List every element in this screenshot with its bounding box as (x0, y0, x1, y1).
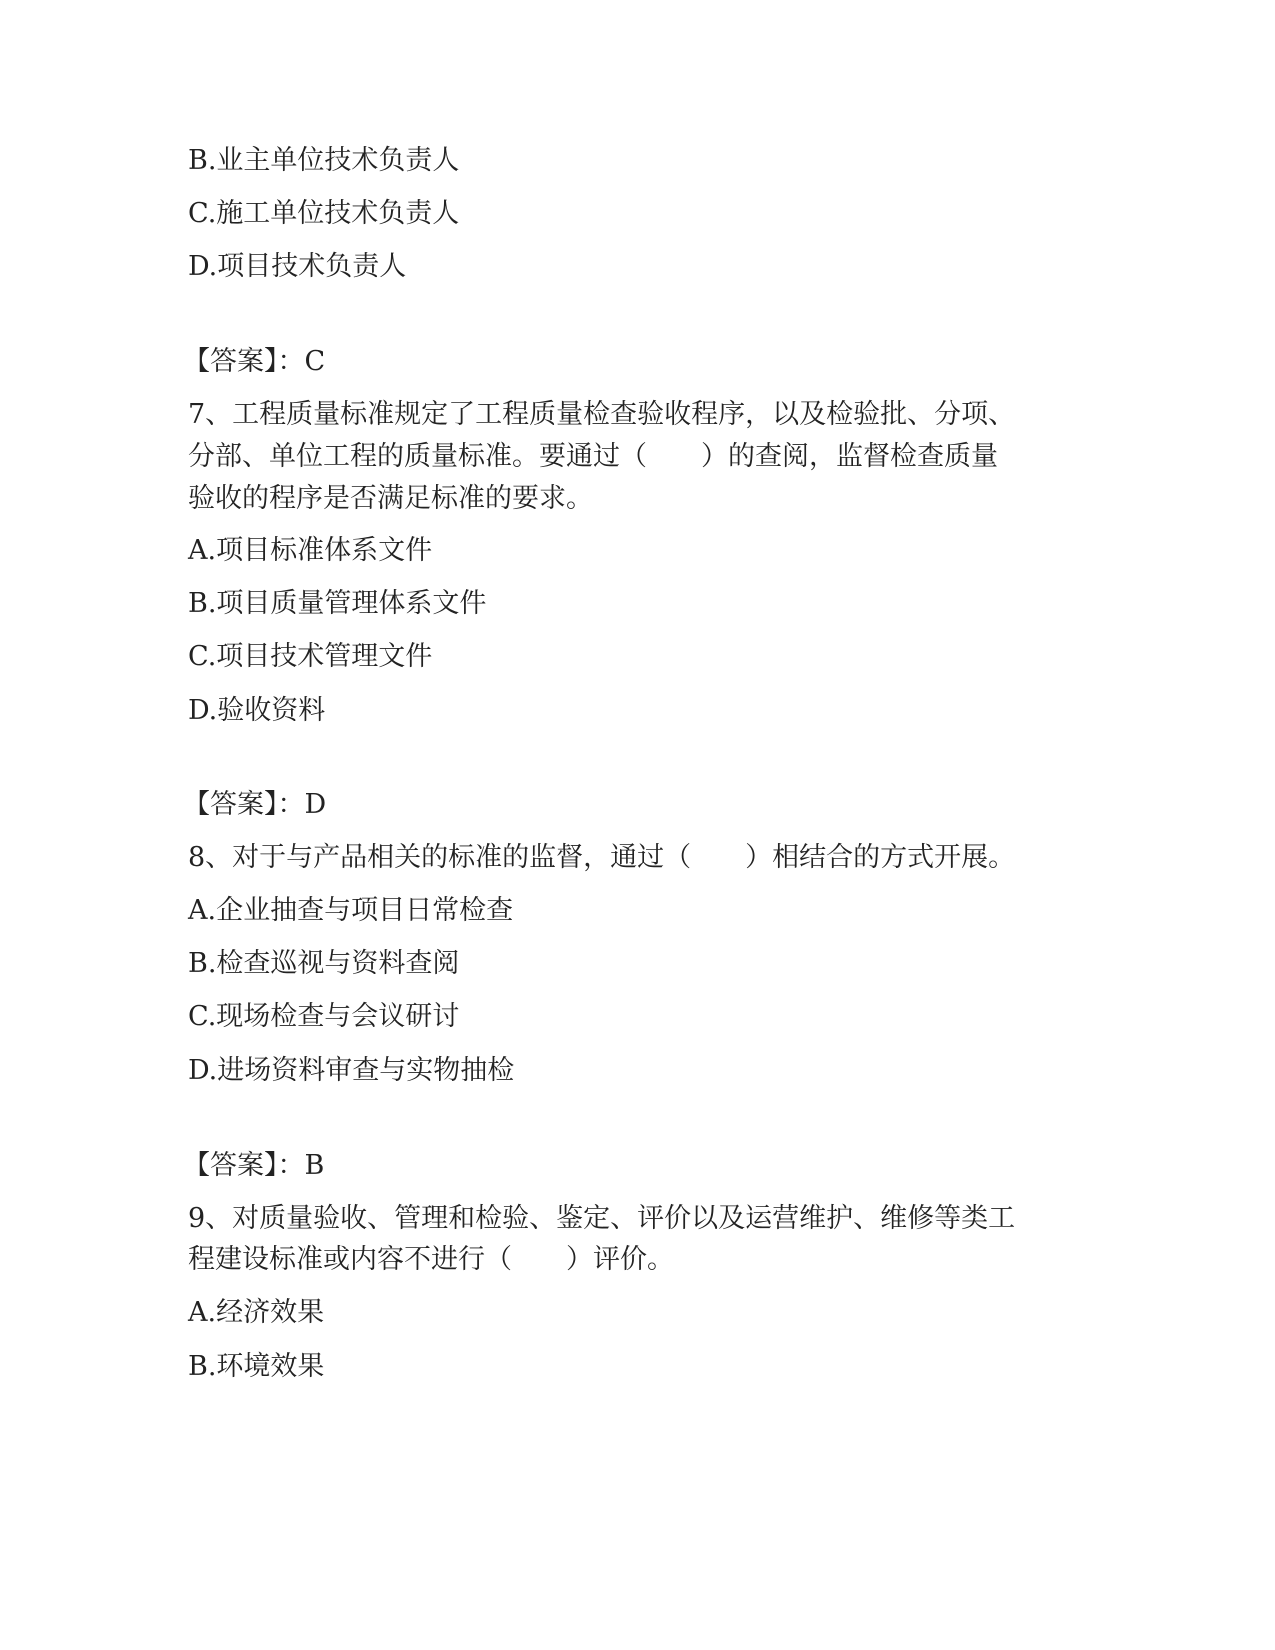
question-7-stem-line-1: 7、工程质量标准规定了工程质量检查验收程序，以及检验批、分项、 (188, 399, 1016, 430)
question-7-stem-line-3: 验收的程序是否满足标准的要求。 (188, 483, 593, 514)
answer-line: 【答案】：C (183, 346, 326, 377)
option-d: D.项目技术负责人 (188, 251, 407, 282)
option-c: C.施工单位技术负责人 (188, 198, 460, 229)
question-8-stem: 8、对于与产品相关的标准的监督，通过（ ）相结合的方式开展。 (188, 842, 1016, 873)
question-8-option-d: D.进场资料审查与实物抽检 (188, 1055, 515, 1086)
question-8-answer: 【答案】：B (183, 1150, 325, 1181)
question-7-stem-line-2: 分部、单位工程的质量标准。要通过（ ）的查阅，监督检查质量 (188, 441, 998, 472)
question-9-stem-line-1: 9、对质量验收、管理和检验、鉴定、评价以及运营维护、维修等类工 (188, 1203, 1016, 1234)
question-9-option-a: A.经济效果 (188, 1297, 325, 1328)
question-7-option-c: C.项目技术管理文件 (188, 641, 433, 672)
question-9-stem-line-2: 程建设标准或内容不进行（ ）评价。 (188, 1244, 674, 1275)
question-8-option-a: A.企业抽查与项目日常检查 (188, 895, 514, 926)
question-7-answer: 【答案】：D (183, 789, 327, 820)
question-7-option-d: D.验收资料 (188, 695, 326, 726)
question-8-option-c: C.现场检查与会议研讨 (188, 1001, 460, 1032)
option-b: B.业主单位技术负责人 (188, 145, 460, 176)
question-7-option-a: A.项目标准体系文件 (188, 535, 433, 566)
question-8-option-b: B.检查巡视与资料查阅 (188, 948, 460, 979)
question-7-option-b: B.项目质量管理体系文件 (188, 588, 487, 619)
question-9-option-b: B.环境效果 (188, 1351, 325, 1382)
